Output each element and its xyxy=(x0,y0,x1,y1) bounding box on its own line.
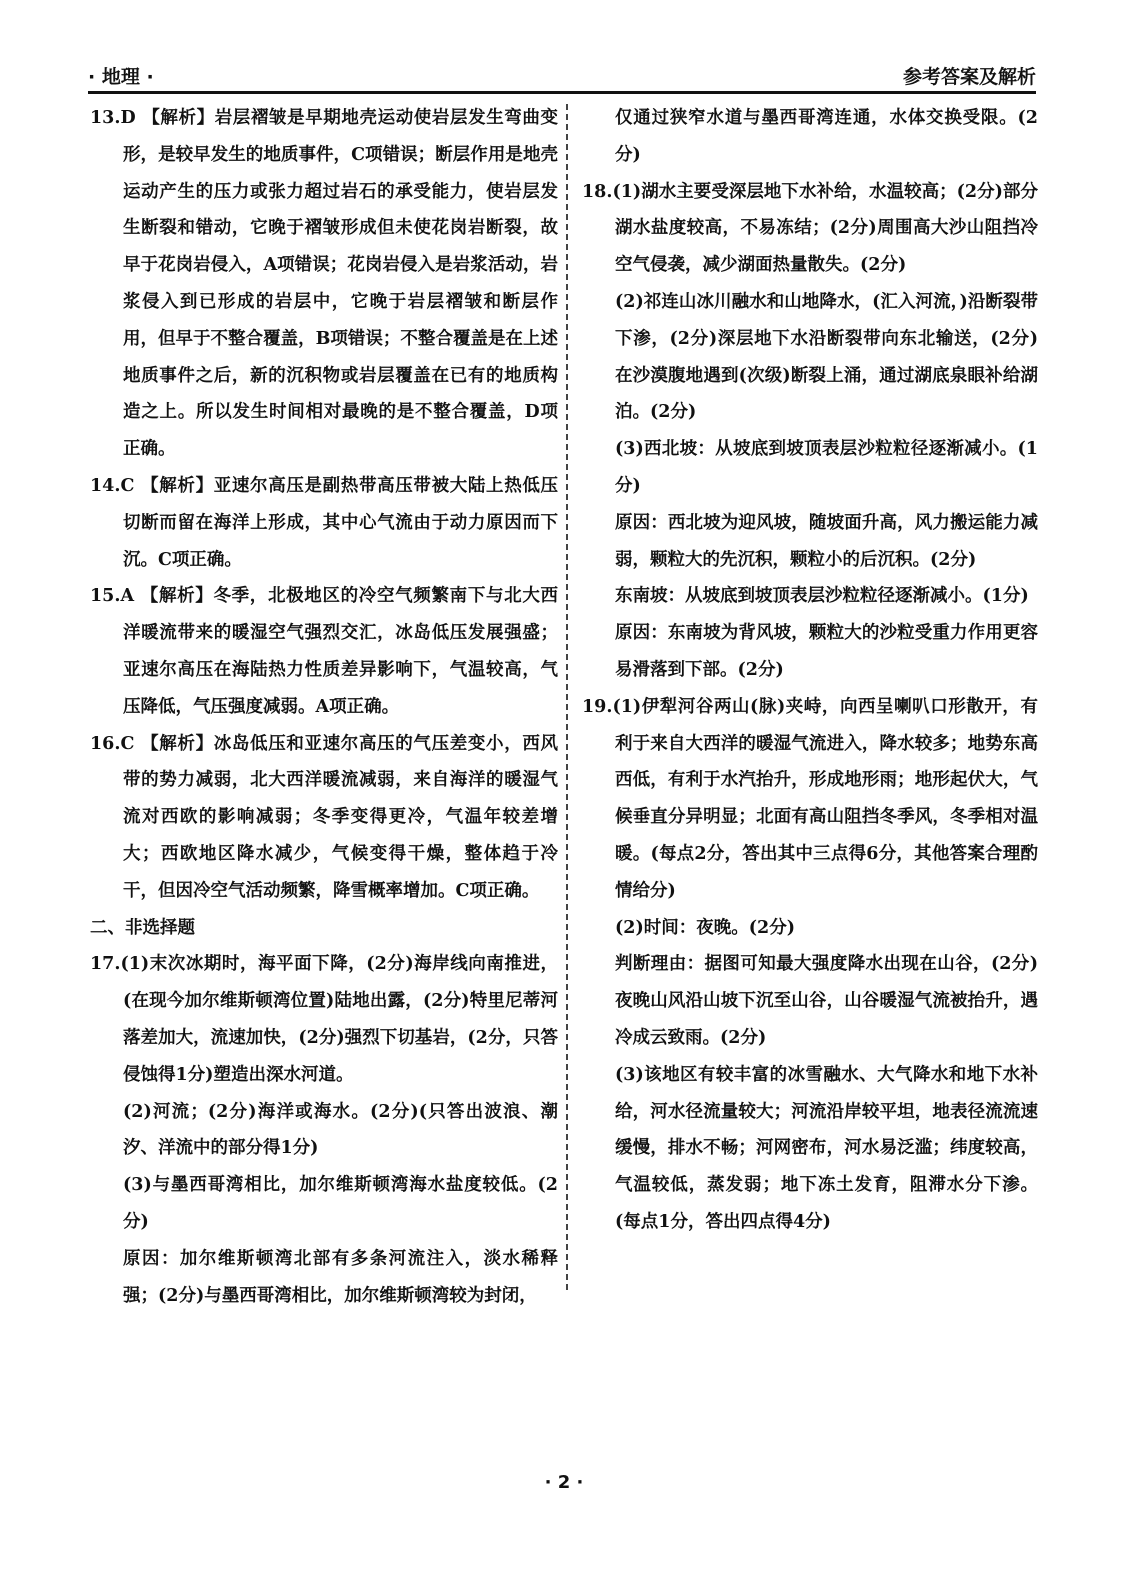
answer-16: 16.C 【解析】冰岛低压和亚速尔高压的气压差变小，西风带的势力减弱，北大西洋暖流减弱，来自海洋的暖湿气流对西欧的影响减弱；冬季变得更冷，气温年较差增大；西欧地区降水减少，气候变得干燥，整体趋于冷干，但因冷空气活动频繁，降雪概率增加。C项正确。 xyxy=(90,733,558,901)
answer-19-1: 19.(1)伊犁河谷两山(脉)夹峙，向西呈喇叭口形散开，有利于来自大西洋的暖湿气流进入，降水较多；地势东高西低，有利于水汽抬升，形成地形雨；地形起伏大，气候垂直分异明显；北面有高山阻挡冬季风，冬季相对温暖。(每点2分，答出其中三点得6分，其他答案合理酌情给分) xyxy=(582,696,1038,901)
right-column xyxy=(582,100,1038,1241)
answer-17-3: (3)与墨西哥湾相比，加尔维斯顿湾海水盐度较低。(2分) xyxy=(123,1175,558,1232)
answer-18-3-southeast-reason: 原因：东南坡为背风坡，颗粒大的沙粒受重力作用更容易滑落到下部。(2分) xyxy=(615,623,1038,680)
answer-18-2: (2)祁连山冰川融水和山地降水，(汇入河流，)沿断裂带下渗，(2分)深层地下水沿断裂带向东北输送，(2分)在沙漠腹地遇到(次级)断裂上涌，通过湖底泉眼补给湖泊。(2分) xyxy=(615,291,1038,423)
header-title: 参考答案及解析 xyxy=(902,66,1036,88)
section-heading: 二、非选择题 xyxy=(90,917,195,938)
subject-label: · 地理 · xyxy=(88,66,154,88)
answer-19-2: (2)时间：夜晚。(2分) xyxy=(615,917,795,938)
answer-18-1: 18.(1)湖水主要受深层地下水补给，水温较高；(2分)部分湖水盐度较高，不易冻结；(2分)周围高大沙山阻挡冷空气侵袭，减少湖面热量散失。(2分) xyxy=(582,181,1038,276)
answer-17-1: 17.(1)末次冰期时，海平面下降，(2分)海岸线向南推进，(在现今加尔维斯顿湾位置)陆地出露，(2分)特里尼蒂河落差加大，流速加快，(2分)强烈下切基岩，(2分，只答侵蚀得1分)塑造出深水河道。 xyxy=(90,954,558,1085)
answer-18-3-northwest: (3)西北坡：从坡底到坡顶表层沙粒粒径逐渐减小。(1分) xyxy=(615,439,1038,496)
header-rule xyxy=(88,91,1036,94)
answer-17-continued: 仅通过狭窄水道与墨西哥湾连通，水体交换受限。(2分) xyxy=(615,108,1038,165)
answer-17-3-reason: 原因：加尔维斯顿湾北部有多条河流注入，淡水稀释强；(2分)与墨西哥湾相比，加尔维斯顿湾较为封闭， xyxy=(123,1248,558,1306)
answer-18-3-southeast: 东南坡：从坡底到坡顶表层沙粒粒径逐渐减小。(1分) xyxy=(615,586,1029,607)
answer-15: 15.A 【解析】冬季，北极地区的冷空气频繁南下与北大西洋暖流带来的暖湿空气强烈交汇，冰岛低压发展强盛；亚速尔高压在海陆热力性质差异影响下，气温较高，气压降低，气压强度减弱。A项正确。 xyxy=(90,586,558,717)
answer-14: 14.C 【解析】亚速尔高压是副热带高压带被大陆上热低压切断而留在海洋上形成，其中心气流由于动力原因而下沉。C项正确。 xyxy=(90,475,558,570)
left-column xyxy=(90,100,558,1314)
page-header xyxy=(88,60,1036,94)
answer-19-2-reason: 判断理由：据图可知最大强度降水出现在山谷，(2分)夜晚山风沿山坡下沉至山谷，山谷暖湿气流被抬升，遇冷成云致雨。(2分) xyxy=(615,954,1038,1048)
answer-17-2: (2)河流；(2分)海洋或海水。(2分)(只答出波浪、潮汐、洋流中的部分得1分) xyxy=(123,1101,558,1159)
answer-13: 13.D 【解析】岩层褶皱是早期地壳运动使岩层发生弯曲变形，是较早发生的地质事件，C项错误；断层作用是地壳运动产生的压力或张力超过岩石的承受能力，使岩层发生断裂和错动，它晚于褶皱形成但未使花岗岩断裂，故早于花岗岩侵入，A项错误；花岗岩侵入是岩浆活动，岩浆侵入到已形成的岩层中，它晚于岩层褶皱和断层作用，但早于不整合覆盖，B项错误；不整合覆盖是在上述地质事件之后，新的沉积物或岩层覆盖在已有的地质构造之上。所以发生时间相对最晚的是不整合覆盖，D项正确。 xyxy=(90,108,558,460)
page-number: · 2 · xyxy=(544,1472,584,1493)
answer-18-3-northwest-reason: 原因：西北坡为迎风坡，随坡面升高，风力搬运能力减弱，颗粒大的先沉积，颗粒小的后沉积。(2分) xyxy=(615,512,1038,570)
column-divider xyxy=(566,104,568,1290)
answer-19-3: (3)该地区有较丰富的冰雪融水、大气降水和地下水补给，河水径流量较大；河流沿岸较平坦，地表径流流速缓慢，排水不畅；河网密布，河水易泛滥；纬度较高，气温较低，蒸发弱；地下冻土发育，阻滞水分下渗。(每点1分，答出四点得4分) xyxy=(615,1064,1038,1232)
